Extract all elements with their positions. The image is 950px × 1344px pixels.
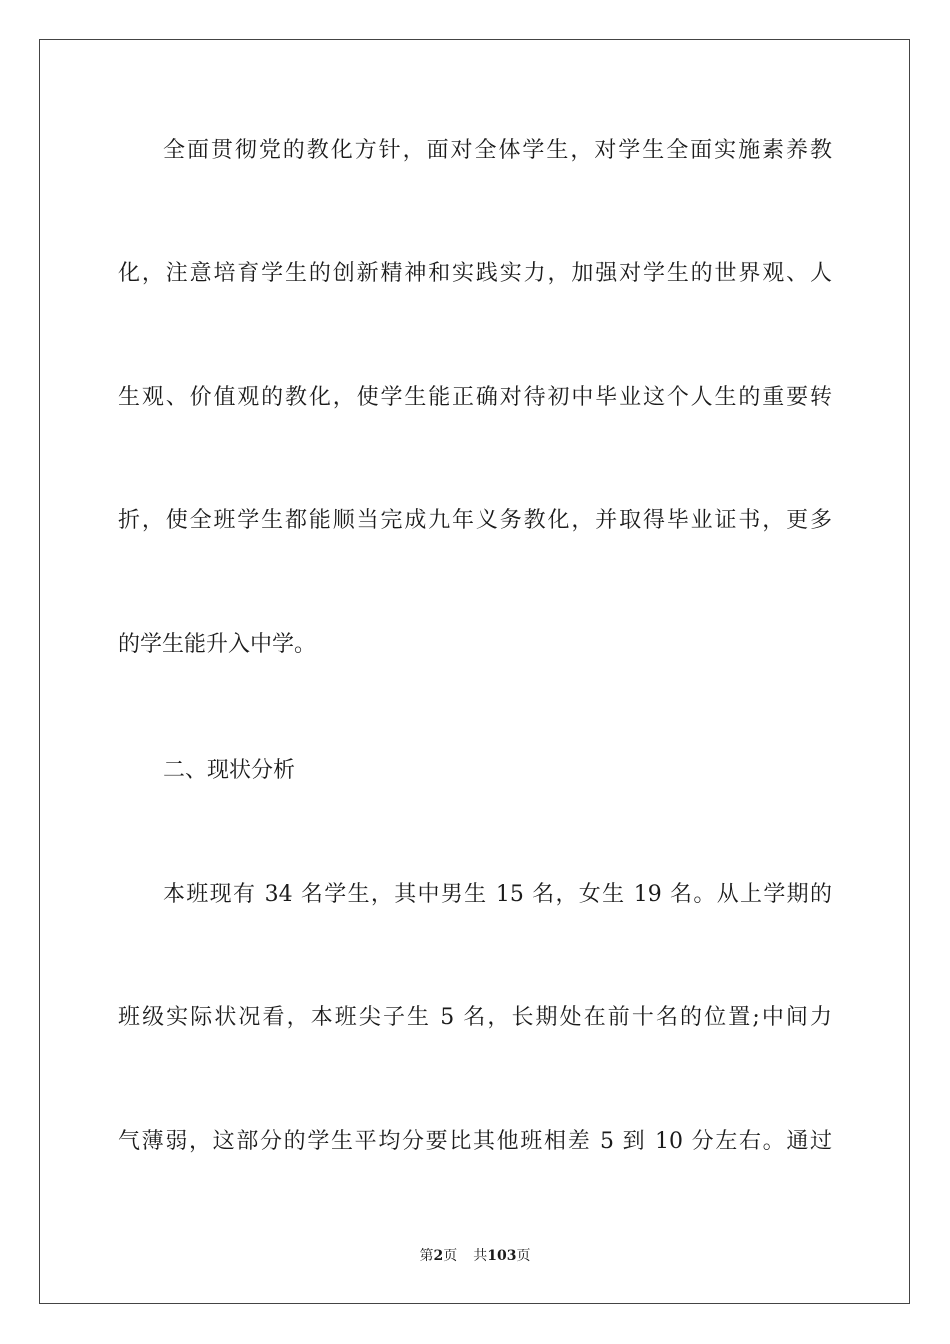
paragraph-line-5: 的学生能升入中学。 xyxy=(118,632,317,657)
footer-total-number: 103 xyxy=(487,1248,517,1264)
paragraph-line-2: 化，注意培育学生的创新精神和实践实力，加强对学生的世界观、人 xyxy=(118,261,832,286)
paragraph-line-4: 折，使全班学生都能顺当完成九年义务教化，并取得毕业证书，更多 xyxy=(118,508,832,533)
page-border xyxy=(39,39,910,1304)
paragraph-line-6: 本班现有 34 名学生，其中男生 15 名，女生 19 名。从上学期的 xyxy=(163,882,832,907)
footer-page-number: 2 xyxy=(433,1248,444,1264)
paragraph-line-3: 生观、价值观的教化，使学生能正确对待初中毕业这个人生的重要转 xyxy=(118,385,832,410)
paragraph-line-1: 全面贯彻党的教化方针，面对全体学生，对学生全面实施素养教 xyxy=(163,138,832,163)
footer-page-suffix: 页 xyxy=(443,1248,458,1264)
footer-page-prefix: 第 xyxy=(419,1248,434,1264)
footer-total-prefix: 共 xyxy=(473,1248,488,1264)
paragraph-line-7: 班级实际状况看，本班尖子生 5 名，长期处在前十名的位置;中间力 xyxy=(118,1005,832,1030)
paragraph-line-8: 气薄弱，这部分的学生平均分要比其他班相差 5 到 10 分左右。通过 xyxy=(118,1129,832,1154)
page-footer xyxy=(0,1246,950,1266)
section-heading: 二、现状分析 xyxy=(163,758,296,783)
footer-total-suffix: 页 xyxy=(516,1248,531,1264)
